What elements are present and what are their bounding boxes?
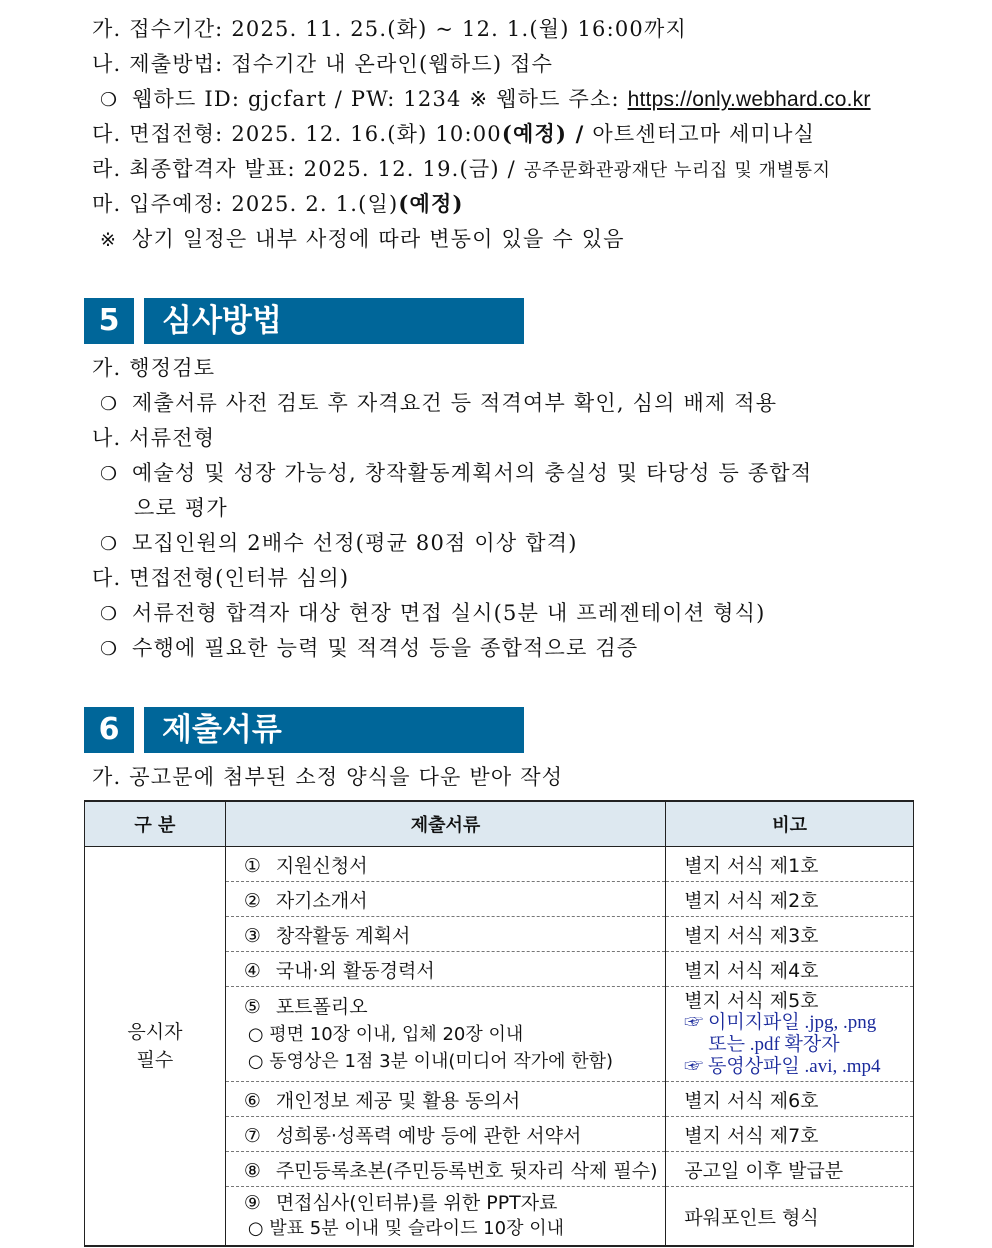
- document-name: 창작활동 계획서: [275, 924, 411, 947]
- remark-cell: 별지 서식 제1호: [666, 847, 914, 882]
- schedule-note: [100, 224, 625, 255]
- item-number: ⑦: [243, 1124, 261, 1147]
- section-5-number: 5: [84, 298, 134, 344]
- reference-mark-icon: ※: [100, 229, 118, 251]
- item-number: ⑧: [243, 1159, 261, 1182]
- schedule-period: 가. 접수기간: 2025. 11. 25.(화) ~ 12. 1.(월) 16:00까지: [92, 17, 687, 41]
- schedule-interview: [92, 119, 815, 149]
- remark-file-format: ☞ 동영상파일 .avi, .mp4: [684, 1056, 881, 1077]
- section-6-header: [84, 707, 524, 753]
- review-interview-item-2: [100, 633, 638, 664]
- announcement-channel: 공주문화관광재단 누리집 및 개별통지: [523, 160, 831, 181]
- item-number: ④: [243, 959, 261, 982]
- header-category: 구 분: [85, 801, 226, 847]
- documents-table: [84, 800, 914, 1247]
- item-number: ②: [243, 889, 261, 912]
- review-interview-item-1: [100, 598, 766, 629]
- category-line-1: 응시자: [127, 1021, 183, 1043]
- webhard-credentials: 웹하드 ID: gjcfart / PW: 1234 ※ 웹하드 주소:: [132, 87, 628, 111]
- review-docs-text-1: 예술성 및 성장 가능성, 창작활동계획서의 충실성 및 타당성 등 종합적: [132, 461, 813, 485]
- interview-venue: 아트센터고마 세미나실: [584, 122, 816, 146]
- remark-cell: [666, 987, 914, 1082]
- document-subitem: ○ 동영상은 1점 3분 이내(미디어 작가에 한함): [247, 1050, 614, 1072]
- document-name: 국내·외 활동경력서: [275, 959, 435, 982]
- documents-intro: 가. 공고문에 첨부된 소정 양식을 다운 받아 작성: [92, 765, 564, 789]
- bullet-icon: ❍: [100, 603, 119, 625]
- document-cell: [225, 987, 665, 1082]
- document-cell: [225, 1117, 665, 1152]
- review-interview-text-2: 수행에 필요한 능력 및 적격성 등을 종합적으로 검증: [132, 636, 639, 660]
- review-docs-item-2: [100, 528, 578, 559]
- section-5-header: [84, 298, 524, 344]
- bullet-icon: ❍: [100, 463, 119, 485]
- document-cell: [225, 1187, 665, 1247]
- document-name: 지원신청서: [275, 854, 368, 877]
- move-in-date: 마. 입주예정: 2025. 2. 1.(일): [92, 192, 399, 216]
- category-line-2: 필수: [136, 1049, 174, 1071]
- document-subitem: ○ 평면 10장 이내, 입체 20장 이내: [247, 1023, 524, 1045]
- interview-date: 다. 면접전형: 2025. 12. 16.(화) 10:00: [92, 122, 502, 146]
- table-row: [85, 847, 914, 882]
- review-docs-item-1: [100, 458, 812, 489]
- document-cell: [225, 917, 665, 952]
- table-header-row: [85, 801, 914, 847]
- schedule-announcement: [92, 154, 831, 186]
- announcement-date: 라. 최종합격자 발표: 2025. 12. 19.(금) /: [92, 157, 524, 181]
- section-6-number: 6: [84, 707, 134, 753]
- document-name: 자기소개서: [275, 889, 368, 912]
- remark-cell: 공고일 이후 발급분: [666, 1152, 914, 1187]
- schedule-note-text: 상기 일정은 내부 사정에 따라 변동이 있을 수 있음: [132, 227, 625, 251]
- remark-file-format: ☞ 이미지파일 .jpg, .png: [684, 1012, 877, 1033]
- item-number: ⑥: [243, 1089, 261, 1112]
- review-admin-text: 제출서류 사전 검토 후 자격요건 등 적격여부 확인, 심의 배제 적용: [132, 391, 778, 415]
- remark-cell: 별지 서식 제4호: [666, 952, 914, 987]
- document-cell: [225, 847, 665, 882]
- review-docs-title: 나. 서류전형: [92, 426, 216, 450]
- schedule-method: 나. 제출방법: 접수기간 내 온라인(웹하드) 접수: [92, 52, 554, 76]
- move-in-tentative: (예정): [398, 191, 464, 216]
- remark-cell: 별지 서식 제3호: [666, 917, 914, 952]
- document-cell: [225, 882, 665, 917]
- document-name: 포트폴리오: [275, 995, 368, 1018]
- section-5-title: 심사방법: [144, 298, 524, 344]
- review-admin-item: [100, 388, 777, 419]
- schedule-move-in: [92, 189, 464, 219]
- header-documents: 제출서류: [225, 801, 665, 847]
- item-number: ①: [243, 854, 261, 877]
- review-docs-text-2: 모집인원의 2배수 선정(평균 80점 이상 합격): [132, 531, 578, 555]
- category-cell: [85, 847, 226, 1247]
- document-name: 성희롱·성폭력 예방 등에 관한 서약서: [275, 1124, 582, 1147]
- webhard-link[interactable]: https://only.webhard.co.kr: [627, 88, 871, 111]
- document-name: 면접심사(인터뷰)를 위한 PPT자료: [275, 1192, 558, 1214]
- remark-cell: 별지 서식 제7호: [666, 1117, 914, 1152]
- remark-cell: 파워포인트 형식: [666, 1187, 914, 1247]
- item-number: ⑤: [243, 995, 261, 1018]
- remark-text: 별지 서식 제5호: [684, 990, 819, 1012]
- bullet-icon: ❍: [100, 393, 119, 415]
- item-number: ③: [243, 924, 261, 947]
- webhard-info: [100, 84, 871, 115]
- review-interview-text-1: 서류전형 합격자 대상 현장 면접 실시(5분 내 프레젠테이션 형식): [132, 601, 766, 625]
- document-cell: [225, 1082, 665, 1117]
- section-6-title: 제출서류: [144, 707, 524, 753]
- remark-file-format: 또는 .pdf 확장자: [708, 1034, 840, 1055]
- document-name: 개인정보 제공 및 활용 동의서: [275, 1089, 521, 1112]
- document-cell: [225, 1152, 665, 1187]
- bullet-icon: ❍: [100, 533, 119, 555]
- document-cell: [225, 952, 665, 987]
- review-admin-title: 가. 행정검토: [92, 356, 216, 380]
- remark-cell: 별지 서식 제6호: [666, 1082, 914, 1117]
- bullet-icon: ❍: [100, 89, 119, 111]
- document-subitem: ○ 발표 5분 이내 및 슬라이드 10장 이내: [247, 1218, 564, 1239]
- document-name: 주민등록초본(주민등록번호 뒷자리 삭제 필수): [275, 1159, 658, 1182]
- item-number: ⑨: [243, 1192, 261, 1214]
- remark-cell: 별지 서식 제2호: [666, 882, 914, 917]
- review-interview-title: 다. 면접전형(인터뷰 심의): [92, 566, 350, 590]
- review-docs-item-1-cont: 으로 평가: [134, 496, 228, 520]
- header-remarks: 비고: [666, 801, 914, 847]
- interview-tentative: (예정) /: [501, 121, 585, 146]
- bullet-icon: ❍: [100, 638, 119, 660]
